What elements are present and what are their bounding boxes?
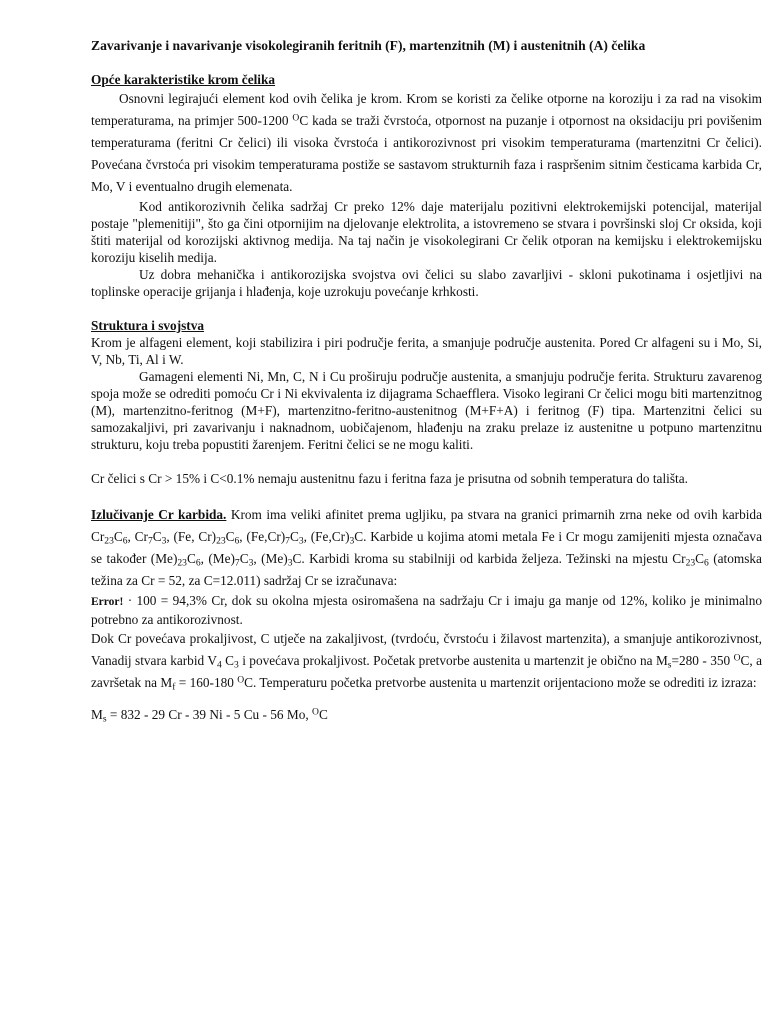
spacer xyxy=(91,300,762,317)
subscript: 23 xyxy=(177,557,187,569)
paragraph-structure-2: Gamageni elementi Ni, Mn, C, N i Cu proširuju područje austenita, a smanjuju područje ferita. Strukturu zavarenog spoja može se odrediti pomoću Cr i Ni ekvivalenta iz dijagrama Schaefflera. Visoko legirani Cr čelici mogu biti martenzitnog (M), martenzitno-feritnog (M+F), martenzitno-feritno-austenitnog (M+F+A) i feritnog (F) tipa. Martenzitni čelici su samozakaljivi, pri zavarivanju i naknadnom, uobičajenom, hlađenju na zraku prelaze iz austenitne u potpuno martenzitnu strukturu, koju treba popustiti žarenjem. Feritni čelici se ne mogu kaliti. xyxy=(91,369,762,452)
subscript: s xyxy=(667,659,672,671)
subscript: 6 xyxy=(195,557,201,569)
text-run: , (Fe,Cr) xyxy=(239,529,286,544)
text-run: C, a završetak na M xyxy=(91,653,762,690)
spacer xyxy=(91,453,762,470)
degree-mark: O xyxy=(733,652,741,664)
text-run: C xyxy=(225,529,235,544)
text-run: C xyxy=(221,653,234,668)
subscript: 3 xyxy=(161,535,167,547)
text-run: C. Karbidi kroma su stabilniji od karbida željeza. Težinski na mjestu Cr xyxy=(292,551,686,566)
subscript: 7 xyxy=(147,535,153,547)
text-run: C. Temperaturu početka pretvorbe austenita u martenzit orijentaciono može se odrediti iz izraza: xyxy=(244,675,757,690)
degree-mark: O xyxy=(237,674,245,686)
page-content xyxy=(91,38,762,725)
subscript: 3 xyxy=(349,535,355,547)
text-run: , (Fe, Cr) xyxy=(166,529,217,544)
section-heading-structure-text: Struktura i svojstva xyxy=(91,318,205,333)
subscript: 23 xyxy=(104,535,114,547)
subscript: 6 xyxy=(234,535,240,547)
subscript: s xyxy=(102,713,107,725)
paragraph-carbide-2 xyxy=(91,592,762,628)
text-run: i povećava prokaljivost. Početak pretvorbe austenita u martenzit je obično na M xyxy=(238,653,668,668)
text-run: C xyxy=(186,551,196,566)
subscript: 23 xyxy=(216,535,226,547)
subscript: 6 xyxy=(122,535,128,547)
text-run: , (Me) xyxy=(253,551,288,566)
section-heading-structure xyxy=(91,317,762,334)
subscript: 3 xyxy=(234,659,239,671)
text-run: C xyxy=(289,529,299,544)
paragraph-general-1 xyxy=(91,88,762,198)
text-run: C xyxy=(239,551,249,566)
text-run: Dok Cr povećava prokaljivost, C utječe na zakaljivost, (tvrdoću, čvrstoću i žilavost martenzita), a smanjuje antikorozivnost, Vanadij stvara karbid V xyxy=(91,631,762,668)
text-run: C xyxy=(113,529,123,544)
spacer xyxy=(91,54,762,71)
spacer xyxy=(91,694,762,705)
formula-body: = 832 - 29 Cr - 39 Ni - 5 Cu - 56 Mo, xyxy=(106,707,313,722)
section-heading-general xyxy=(91,71,762,88)
document-title: Zavarivanje i navarivanje visokolegiranih feritnih (F), martenzitnih (M) i austenitnih (A) čelika xyxy=(91,38,646,53)
text-run: C kada se traži čvrstoća, otpornost na puzanje i otpornost na oksidaciju pri povišenim temperaturama (feritni Cr čelici) ili visoka čvrstoća i antikorozivnost pri visokim temperaturama (martenzitni Cr čelici). Povećana čvrstoća pri visokim temperaturama postiže se sastavom strukturnih faza i raspršenim sitnim česticama karbida Cr, Mo, V i eventualno drugih elemenata. xyxy=(91,113,762,194)
subscript: 23 xyxy=(685,557,696,569)
subscript: 7 xyxy=(285,535,290,547)
subscript: 3 xyxy=(287,557,293,569)
paragraph-carbide-3 xyxy=(91,628,762,694)
formula-symbol: M xyxy=(91,707,103,722)
paragraph-structure-1: Krom je alfageni element, koji stabilizira i piri područje ferita, a smanjuje područje austenita. Pored Cr alfageni su i Mo, Si, V, Nb, Ti, Al i W. xyxy=(91,335,762,367)
text-run: Osnovni legirajući element kod ovih čelika je krom. Krom se koristi za čelike otporne na koroziju i za rad na visokim temperaturama, na primjer 500-1200 xyxy=(91,91,762,128)
paragraph-carbide-1 xyxy=(91,504,762,592)
subscript: 7 xyxy=(234,557,240,569)
section-heading-general-text: Opće karakteristike krom čelika xyxy=(91,72,276,87)
subscript: 4 xyxy=(216,659,222,671)
paragraph-general-2: Kod antikorozivnih čelika sadržaj Cr preko 12% daje materijalu pozitivni elektrokemijski potencijal, materijal postaje "plemenitiji", što ga čini otpornijim na djelovanje elektrolita, a istovremeno se stvara i površinski sloj Cr oksida, koji štiti materijal od korozijski aktivnog medija. Na taj način je visokolegirani Cr čelik otporan na kemijsku i elektrokemijsku koroziju kiselih medija. xyxy=(91,199,762,265)
text-run: , (Me) xyxy=(200,551,235,566)
text-run: , Cr xyxy=(127,529,148,544)
paragraph-structure-3: Cr čelici s Cr > 15% i C<0.1% nemaju austenitnu fazu i feritna faza je prisutna od sobnih temperatura do tališta. xyxy=(91,471,688,486)
text-run: Krom ima veliki afinitet prema ugljiku, pa stvara na granici primarnih zrna neke od ovih karbida Cr xyxy=(91,507,762,544)
text-run: =280 - 350 xyxy=(671,653,734,668)
subscript: 6 xyxy=(704,557,709,569)
text-run: C xyxy=(695,551,705,566)
text-run: C xyxy=(152,529,162,544)
text-run: C. Karbide u kojima atomi metala Fe i Cr mogu zamijeniti mjesta označava se također (Me) xyxy=(91,529,762,566)
degree-mark: O xyxy=(312,706,319,718)
formula-ms xyxy=(91,705,762,725)
text-run: , (Fe,Cr) xyxy=(303,529,350,544)
paragraph-general-3: Uz dobra mehanička i antikorozijska svojstva ovi čelici su slabo zavarljivi - skloni pukotinama i osjetljivi na toplinske operacije grijanja i hlađenja, koje uzrokuju povećanje krhkosti. xyxy=(91,267,762,299)
degree-mark: O xyxy=(292,112,300,124)
formula-unit: C xyxy=(318,707,328,722)
subscript: 3 xyxy=(298,535,304,547)
subscript: 3 xyxy=(248,557,254,569)
text-run: · 100 = 94,3% Cr, dok su okolna mjesta osiromašena na sadržaju Cr i imaju ga manje od 12%, koliko je minimalno potrebno za antikorozivnost. xyxy=(91,593,762,627)
text-run: (atomska težina za Cr = 52, za C=12.011) sadržaj Cr se izračunava: xyxy=(91,551,762,588)
text-run: = 160-180 xyxy=(175,675,238,690)
error-field: Error! xyxy=(91,596,124,608)
subscript: f xyxy=(172,681,176,693)
section-heading-carbide: Izlučivanje Cr karbida. xyxy=(91,507,227,522)
spacer xyxy=(91,487,762,504)
